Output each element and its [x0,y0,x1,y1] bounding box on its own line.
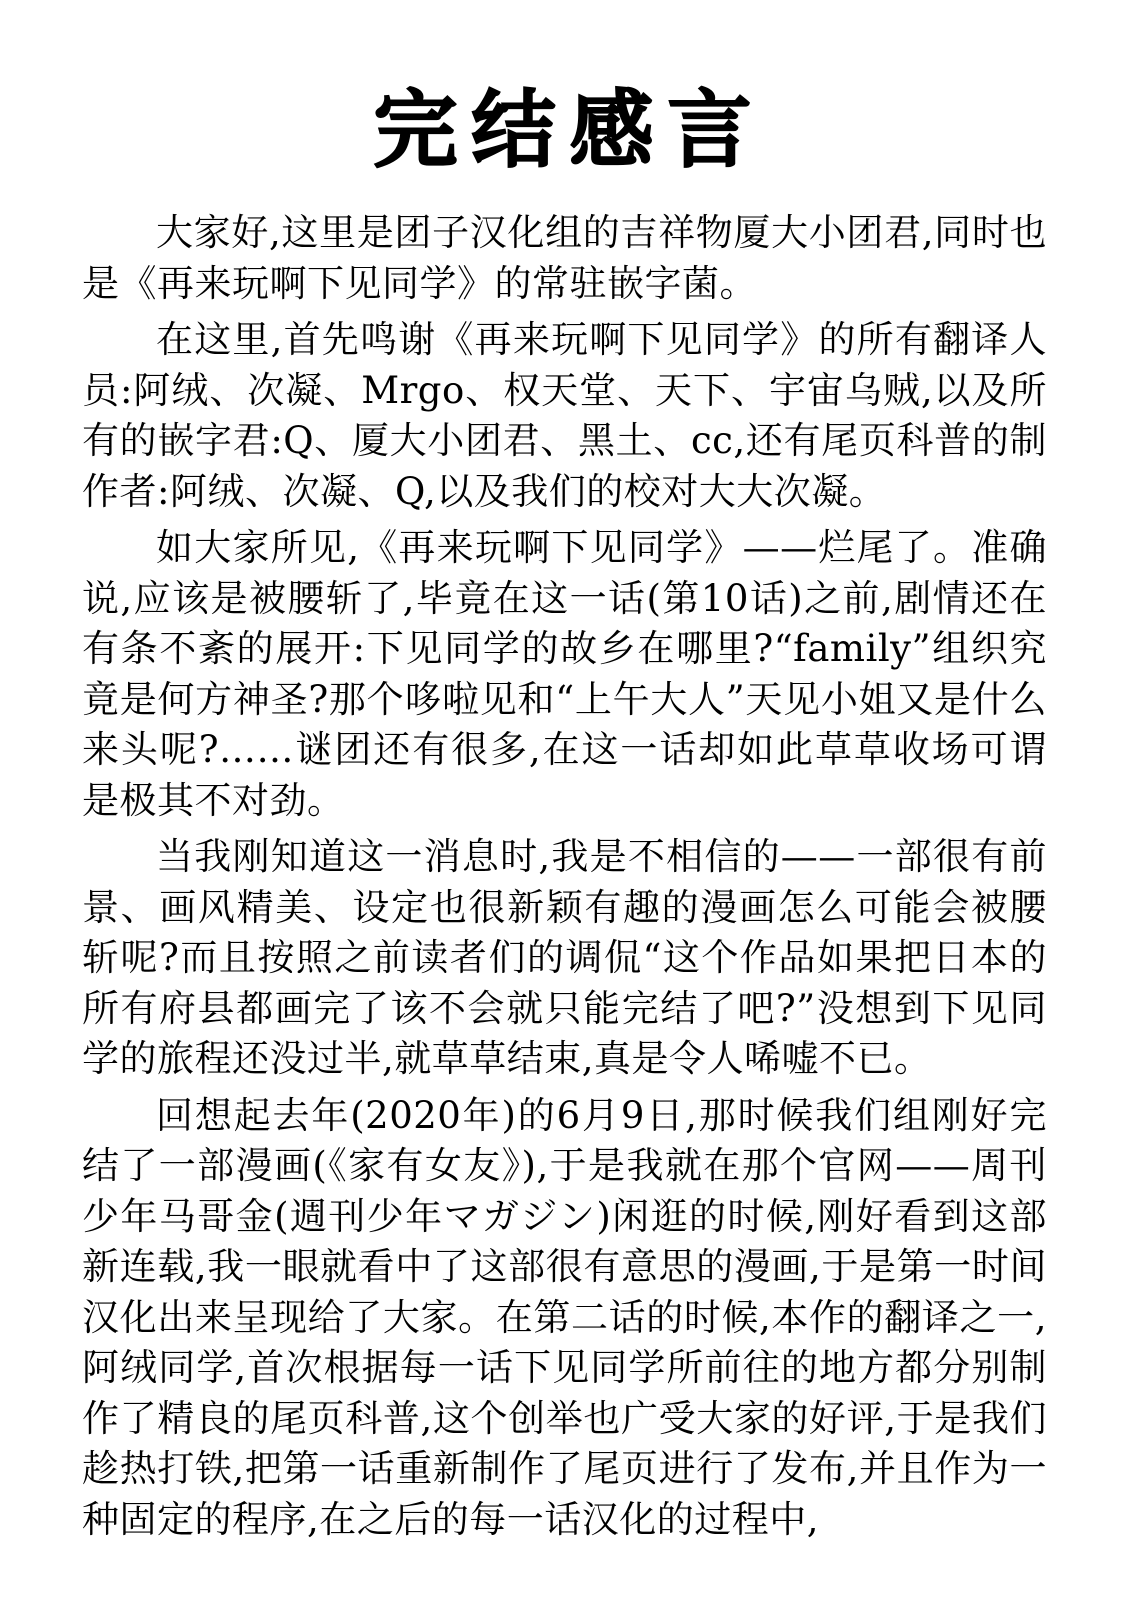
paragraph: 回想起去年(2020年)的6月9日,那时候我们组刚好完结了一部漫画(《家有女友》),于是我就在那个官网——周刊少年马哥金(週刊少年マガジン)闲逛的时候,刚好看到这部新连载,我一眼就看中了这部很有意思的漫画,于是第一时间汉化出来呈现给了大家。在第二话的时候,本作的翻译之一,阿绒同学,首次根据每一话下见同学所前往的地方都分别制作了精良的尾页科普,这个创举也广受大家的好评,于是我们趁热打铁,把第一话重新制作了尾页进行了发布,并且作为一种固定的程序,在之后的每一话汉化的过程中, [82,1093,1047,1541]
document-body [0,172,1125,1545]
paragraph: 大家好,这里是团子汉化组的吉祥物厦大小团君,同时也是《再来玩啊下见同学》的常驻嵌字菌。 [82,211,1047,305]
paragraph: 当我刚知道这一消息时,我是不相信的——一部很有前景、画风精美、设定也很新颖有趣的漫画怎么可能会被腰斩呢?而且按照之前读者们的调侃“这个作品如果把日本的所有府县都画完了该不会就只能完结了吧?”没想到下见同学的旅程还没过半,就草草结束,真是令人唏嘘不已。 [82,835,1047,1080]
paragraph: 在这里,首先鸣谢《再来玩啊下见同学》的所有翻译人员:阿绒、次凝、Mrgo、权天堂、天下、宇宙乌贼,以及所有的嵌字君:Q、厦大小团君、黑土、cc,还有尾页科普的制作者:阿绒、次凝、Q,以及我们的校对大大次凝。 [82,318,1047,513]
page-title: 完结感言 [373,81,766,179]
paragraph: 如大家所见,《再来玩啊下见同学》——烂尾了。准确说,应该是被腰斩了,毕竟在这一话(第10话)之前,剧情还在有条不紊的展开:下见同学的故乡在哪里?“family”组织究竟是何方神圣?那个哆啦见和“上午大人”天见小姐又是什么来头呢?……谜团还有很多,在这一话却如此草草收场可谓是极其不对劲。 [82,526,1047,822]
